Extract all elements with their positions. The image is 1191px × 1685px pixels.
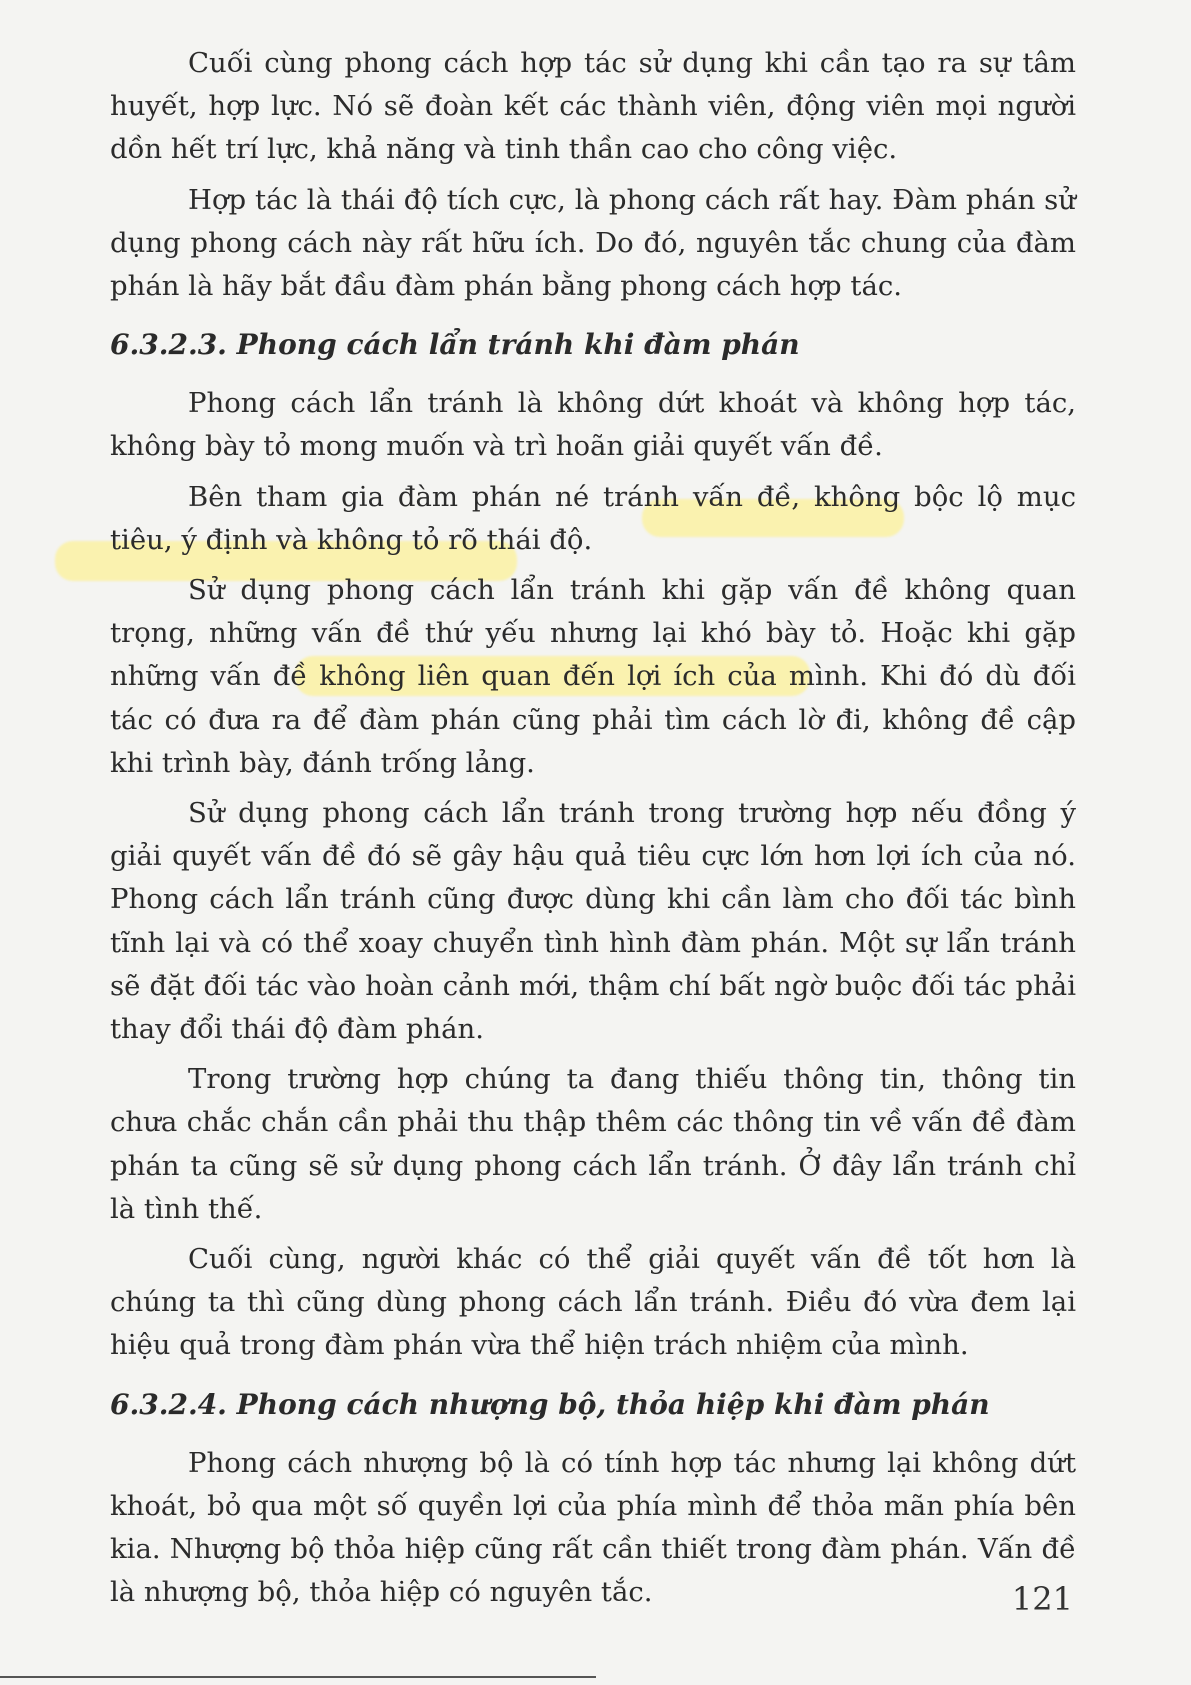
paragraph: Cuối cùng, người khác có thể giải quyết vấn đề tốt hơn là chúng ta thì cũng dùng phong cách lẩn tránh. Điều đó vừa đem lại hiệu quả trong đàm phán vừa thể hiện trách nhiệm của mình. bbox=[110, 1243, 1076, 1362]
page-number: 121 bbox=[1011, 1580, 1073, 1618]
paragraph: Phong cách lẩn tránh là không dứt khoát và không hợp tác, không bày tỏ mong muốn và trì hoãn giải quyết vấn đề. bbox=[110, 387, 1076, 463]
body-text bbox=[110, 42, 1076, 1622]
paragraph: Bên tham gia đàm phán né tránh vấn đề, không bộc lộ mục tiêu, ý định và không tỏ rõ thái độ. bbox=[110, 480, 1076, 556]
paragraph: Sử dụng phong cách lẩn tránh khi gặp vấn đề không quan trọng, những vấn đề thứ yếu nhưng lại khó bày tỏ. Hoặc khi gặp những vấn đề không liên quan đến lợi ích của mình. Khi đó dù đối tác có đưa ra để đàm phán cũng phải tìm cách lờ đi, không đề cập khi trình bày, đánh trống lảng. bbox=[110, 574, 1076, 779]
paragraph: Sử dụng phong cách lẩn tránh trong trường hợp nếu đồng ý giải quyết vấn đề đó sẽ gây hậu quả tiêu cực lớn hơn lợi ích của nó. Phong cách lẩn tránh cũng được dùng khi cần làm cho đối tác bình tĩnh lại và có thể xoay chuyển tình hình đàm phán. Một sự lẩn tránh sẽ đặt đối tác vào hoàn cảnh mới, thậm chí bất ngờ buộc đối tác phải thay đổi thái độ đàm phán. bbox=[110, 797, 1076, 1046]
footer-rule bbox=[0, 1676, 596, 1678]
section-heading: 6.3.2.4. Phong cách nhượng bộ, thỏa hiệp khi đàm phán bbox=[110, 1387, 990, 1421]
paragraph: Cuối cùng phong cách hợp tác sử dụng khi cần tạo ra sự tâm huyết, hợp lực. Nó sẽ đoàn kết các thành viên, động viên mọi người dồn hết trí lực, khả năng và tinh thần cao cho công việc. bbox=[110, 47, 1076, 166]
paragraph: Trong trường hợp chúng ta đang thiếu thông tin, thông tin chưa chắc chắn cần phải thu thập thêm các thông tin về vấn đề đàm phán ta cũng sẽ sử dụng phong cách lẩn tránh. Ở đây lẩn tránh chỉ là tình thế. bbox=[110, 1063, 1076, 1225]
section-heading: 6.3.2.3. Phong cách lẩn tránh khi đàm phán bbox=[110, 328, 800, 362]
paragraph: Phong cách nhượng bộ là có tính hợp tác nhưng lại không dứt khoát, bỏ qua một số quyền lợi của phía mình để thỏa mãn phía bên kia. Nhượng bộ thỏa hiệp cũng rất cần thiết trong đàm phán. Vấn đề là nhượng bộ, thỏa hiệp có nguyên tắc. bbox=[110, 1446, 1076, 1609]
paragraph: Hợp tác là thái độ tích cực, là phong cách rất hay. Đàm phán sử dụng phong cách này rất hữu ích. Do đó, nguyên tắc chung của đàm phán là hãy bắt đầu đàm phán bằng phong cách hợp tác. bbox=[110, 183, 1076, 303]
